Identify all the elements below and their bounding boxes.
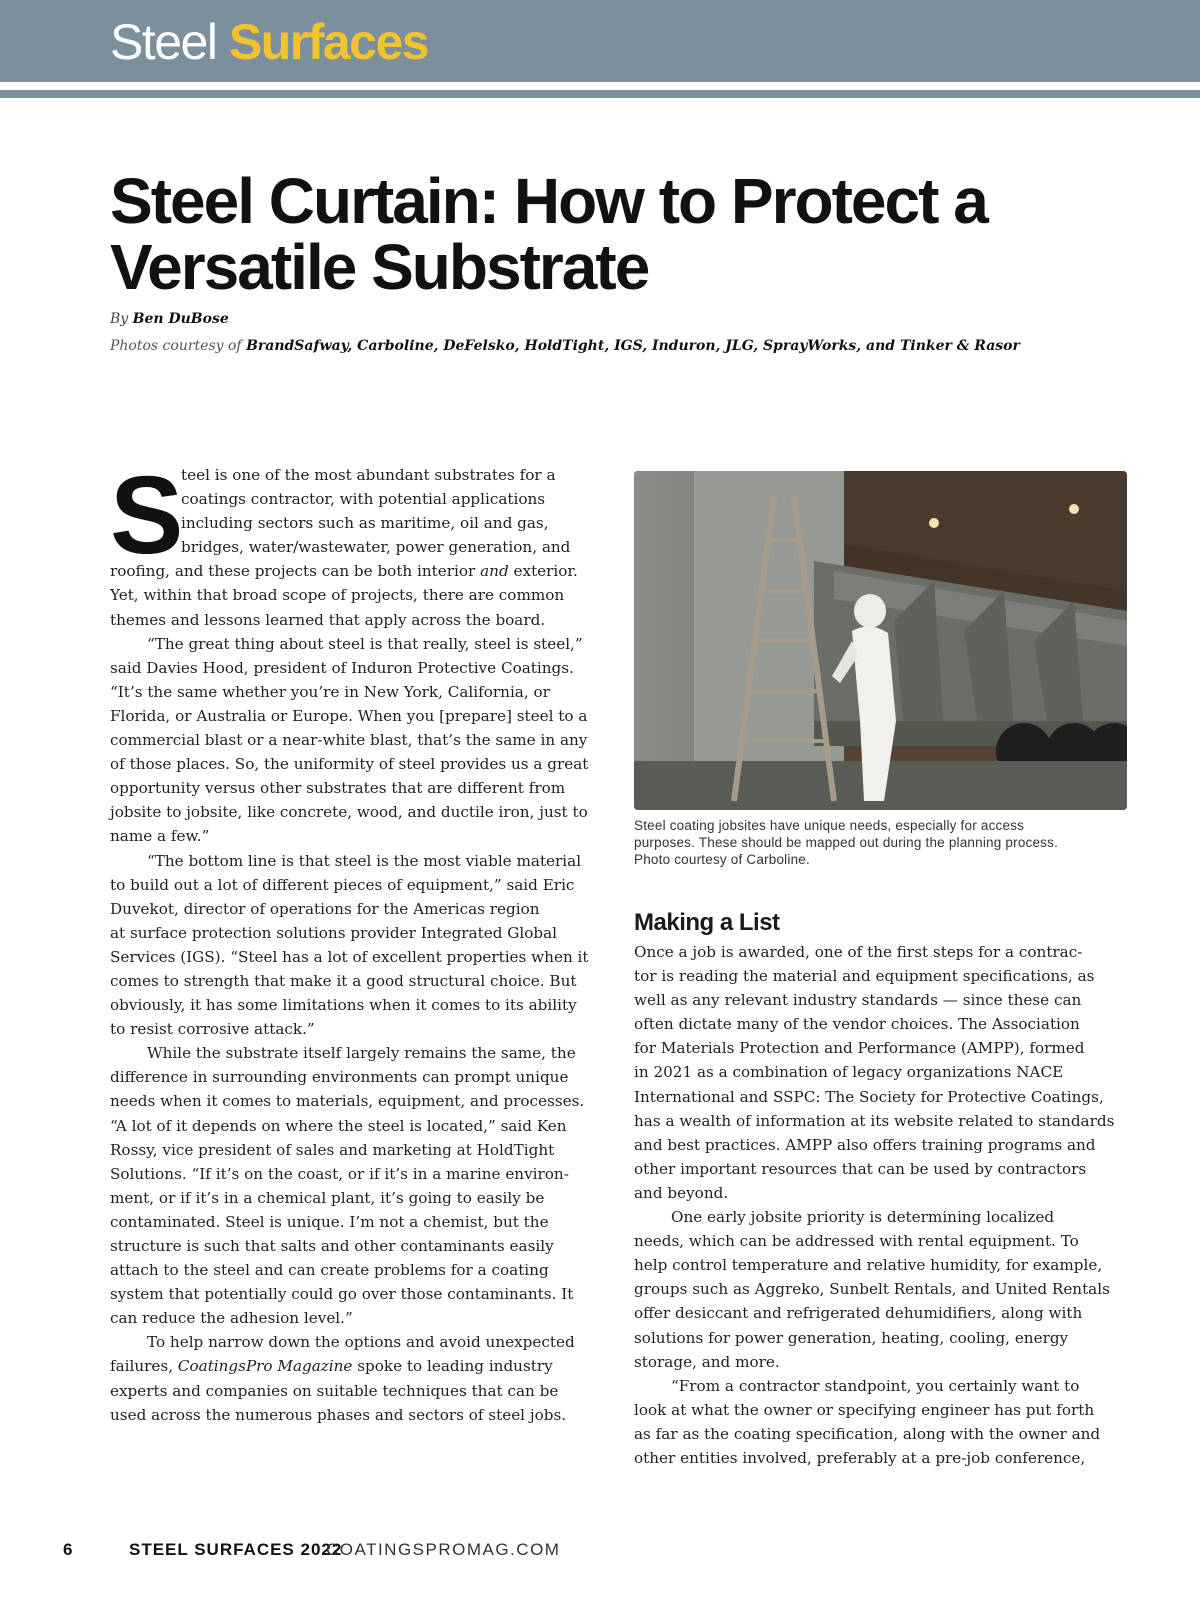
body-line: experts and companies on suitable techniques that can be (110, 1381, 559, 1400)
photo-credits (110, 338, 1020, 354)
caption-line: purposes. These should be mapped out during the planning process. (634, 835, 1059, 850)
body-line: To help narrow down the options and avoid unexpected (147, 1333, 575, 1352)
body-line: can reduce the adhesion level.” (110, 1309, 353, 1328)
page-footer (0, 1540, 1200, 1570)
author-name: Ben DuBose (132, 311, 229, 327)
article-body-right (634, 940, 1126, 1470)
body-line: teel is one of the most abundant substrates for a (181, 466, 556, 484)
body-line: offer desiccant and refrigerated dehumidifiers, along with (634, 1304, 1083, 1323)
article-body-left (110, 454, 598, 1427)
body-text: spoke to leading industry (357, 1357, 553, 1376)
body-line: themes and lessons learned that apply across the board. (110, 610, 546, 629)
body-line: often dictate many of the vendor choices. The Association (634, 1015, 1080, 1034)
credits-prefix: Photos courtesy of (110, 338, 242, 354)
section-title-word2: Surfaces (228, 14, 429, 70)
body-line: While the substrate itself largely remains the same, the (147, 1044, 576, 1063)
body-line (110, 1354, 598, 1378)
body-line: One early jobsite priority is determining localized (671, 1208, 1055, 1227)
body-line: “A lot of it depends on where the steel is located,” said Ken (110, 1116, 567, 1135)
body-line: well as any relevant industry standards — since these can (634, 991, 1082, 1010)
body-line: ment, or if it’s in a chemical plant, it’s going to easily be (110, 1188, 545, 1207)
jobsite-photo-illustration (634, 471, 1127, 810)
body-line: opportunity versus other substrates that are different from (110, 779, 566, 798)
body-line: needs when it comes to materials, equipment, and processes. (110, 1092, 585, 1111)
body-line: comes to strength that make it a good structural choice. But (110, 971, 577, 990)
byline (110, 311, 229, 327)
body-line: solutions for power generation, heating, cooling, energy (634, 1328, 1069, 1347)
article-title (110, 165, 1070, 303)
caption-line: Photo courtesy of Carboline. (634, 852, 810, 867)
body-line: and beyond. (634, 1183, 729, 1202)
body-line: “It’s the same whether you’re in New York, California, or (110, 682, 550, 701)
body-line: groups such as Aggreko, Sunbelt Rentals, and United Rentals (634, 1280, 1110, 1299)
body-line: storage, and more. (634, 1352, 780, 1371)
body-line: contaminated. Steel is unique. I’m not a chemist, but the (110, 1212, 549, 1231)
banner-divider (0, 90, 1200, 98)
header-banner (0, 0, 1200, 82)
body-line: to build out a lot of different pieces of equipment,” said Eric (110, 875, 575, 894)
body-line: system that potentially could go over those contaminants. It (110, 1285, 574, 1304)
body-line: International and SSPC: The Society for Protective Coatings, (634, 1087, 1104, 1106)
body-line: including sectors such as maritime, oil and gas, (181, 514, 549, 533)
byline-prefix: By (110, 311, 129, 327)
body-line (110, 559, 598, 583)
body-line: said Davies Hood, president of Induron Protective Coatings. (110, 658, 574, 677)
body-emphasis: and (480, 562, 509, 581)
body-line: look at what the owner or specifying engineer has put forth (634, 1400, 1095, 1419)
body-line: has a wealth of information at its website related to standards (634, 1111, 1115, 1130)
page-number: 6 (63, 1540, 73, 1559)
body-text: roofing, and these projects can be both interior (110, 562, 476, 581)
body-line: tor is reading the material and equipment specifications, as (634, 967, 1095, 986)
body-line: Florida, or Australia or Europe. When you [prepare] steel to a (110, 706, 588, 725)
body-line: Solutions. “If it’s on the coast, or if it’s in a marine environ- (110, 1164, 569, 1183)
section-title (110, 12, 428, 72)
body-line: needs, which can be addressed with rental equipment. To (634, 1232, 1079, 1251)
body-text: exterior. (513, 562, 578, 581)
body-line: obviously, it has some limitations when it comes to its ability (110, 996, 577, 1015)
body-line: Rossy, vice president of sales and marketing at HoldTight (110, 1140, 555, 1159)
body-line: as far as the coating specification, along with the owner and (634, 1424, 1101, 1443)
body-line: “The great thing about steel is that really, steel is steel,” (147, 634, 583, 653)
body-line: used across the numerous phases and sectors of steel jobs. (110, 1405, 567, 1424)
article-title-line1: Steel Curtain: How to Protect a (110, 165, 987, 237)
body-line: in 2021 as a combination of legacy organizations NACE (634, 1063, 1064, 1082)
credits-names: BrandSafway, Carboline, DeFelsko, HoldTight, IGS, Induron, JLG, SprayWorks, and Tinker & Rasor (246, 338, 1020, 354)
body-line: bridges, water/wastewater, power generation, and (181, 538, 571, 557)
caption-line: Steel coating jobsites have unique needs, especially for access (634, 818, 1025, 833)
body-line: of those places. So, the uniformity of steel provides us a great (110, 755, 589, 774)
body-line: “The bottom line is that steel is the most viable material (147, 851, 582, 870)
publication-website: COATINGSPROMAG.COM (326, 1540, 561, 1559)
body-text: failures, (110, 1357, 174, 1376)
body-line: structure is such that salts and other contaminants easily (110, 1237, 554, 1255)
publication-name: STEEL SURFACES 2022 (129, 1540, 343, 1559)
body-line: Duvekot, director of operations for the Americas region (110, 899, 540, 918)
body-line: difference in surrounding environments can prompt unique (110, 1068, 569, 1087)
body-line: Services (IGS). “Steel has a lot of excellent properties when it (110, 947, 589, 966)
body-line: at surface protection solutions provider Integrated Global (110, 923, 558, 942)
body-line: name a few.” (110, 827, 210, 846)
body-line: other important resources that can be used by contractors (634, 1159, 1087, 1178)
article-photo (634, 471, 1127, 810)
body-line: Yet, within that broad scope of projects, there are common (110, 586, 565, 605)
body-line: other entities involved, preferably at a pre-job conference, (634, 1448, 1086, 1467)
body-line: “From a contractor standpoint, you certainly want to (671, 1376, 1080, 1395)
body-line: and best practices. AMPP also offers training programs and (634, 1135, 1096, 1154)
magazine-name: CoatingsPro Magazine (177, 1357, 353, 1376)
body-line: jobsite to jobsite, like concrete, wood, and ductile iron, just to (110, 803, 588, 822)
section-subhead: Making a List (634, 909, 780, 936)
body-line: to resist corrosive attack.” (110, 1020, 315, 1039)
body-line: coatings contractor, with potential applications (181, 490, 546, 509)
article-title-line2: Versatile Substrate (110, 231, 649, 303)
body-line: for Materials Protection and Performance (AMPP), formed (634, 1039, 1085, 1058)
drop-cap: S (110, 454, 184, 577)
body-line: attach to the steel and can create problems for a coating (110, 1261, 549, 1280)
photo-caption (634, 817, 1134, 868)
section-title-word1: Steel (110, 14, 217, 70)
body-line: help control temperature and relative humidity, for example, (634, 1256, 1103, 1275)
body-line: commercial blast or a near-white blast, that’s the same in any (110, 731, 588, 750)
body-line: Once a job is awarded, one of the first steps for a contrac- (634, 943, 1083, 961)
